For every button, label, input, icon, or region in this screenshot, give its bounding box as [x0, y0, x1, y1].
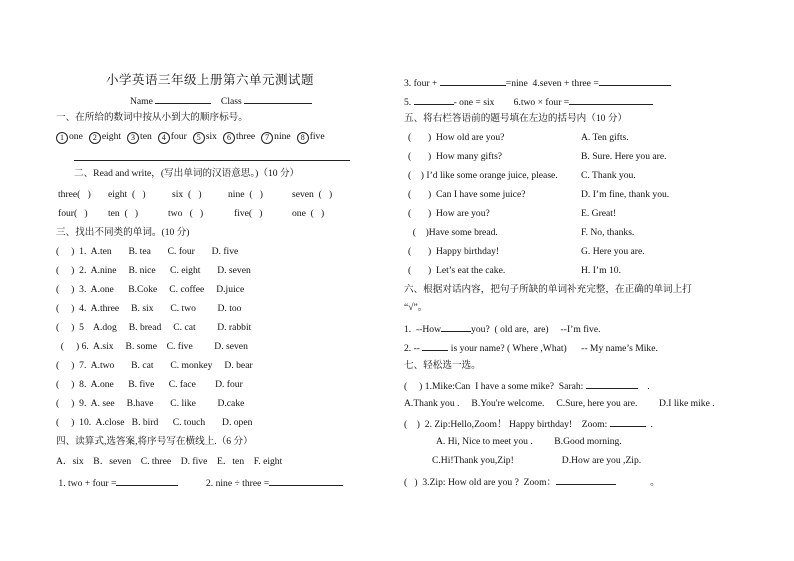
section-5-heading: 五、将右栏答语前的题号填在左边的括号内（10 分）: [404, 113, 628, 124]
s3-item[interactable]: ( ) 4. A.three B. six C. two D. too: [56, 303, 242, 314]
s7-q2-text: ( ) 2. Zip:Hello,Zoom！ Happy birthday! Zoom:: [404, 419, 610, 430]
section-6-heading-cont: “√”。: [404, 302, 428, 313]
s3-item[interactable]: ( ) 2. A.nine B. nice C. eight D. seven: [56, 265, 251, 276]
class-blank[interactable]: [244, 94, 312, 104]
s2-r2-c5[interactable]: one ( ): [292, 208, 325, 219]
name-class-line: [130, 94, 312, 108]
s4-q6-text: - one = six 6.two × four =: [453, 97, 570, 108]
s2-r2-c2[interactable]: ten ( ): [108, 208, 139, 219]
s6-line-1: [404, 322, 601, 336]
s6-l1-rest: you? ( old are, are) --I’m five.: [471, 324, 601, 335]
s4-q5: [404, 95, 653, 109]
s5-question[interactable]: ( ) Can I have some juice?: [408, 189, 526, 200]
s5-answer: A. Ten gifts.: [581, 132, 629, 143]
number-word: four: [170, 131, 187, 142]
s7-q1-blank[interactable]: [586, 379, 638, 389]
s4-q1-blank[interactable]: [116, 476, 178, 486]
s4-q2-blank[interactable]: [269, 476, 343, 486]
s5-question[interactable]: ( ) How old are you?: [408, 132, 505, 143]
section-1-answer-line[interactable]: [74, 160, 350, 161]
s3-item[interactable]: ( ) 1. A.ten B. tea C. four D. five: [56, 246, 239, 257]
s4-q2-text: 2. nine ÷ three =: [206, 478, 270, 489]
section-7-heading: 七、轻松选一选。: [404, 360, 481, 371]
number-word: five: [309, 131, 325, 142]
section-1-heading: 一、在所给的数词中按从小到大的顺序标号。: [56, 112, 248, 123]
s7-q1-options[interactable]: A.Thank you . B.You're welcome. C.Sure, here you are. D.I like mike .: [404, 398, 715, 409]
s6-l2-text: 2. --: [404, 343, 423, 354]
s7-q2-options-b[interactable]: C.Hi!Thank you,Zip! D.How are you ,Zip.: [432, 455, 642, 466]
number-word: three: [235, 131, 256, 142]
s4-q3-blank[interactable]: [440, 76, 506, 86]
s7-q2-options-a[interactable]: A. Hi, Nice to meet you . B.Good morning.: [436, 436, 622, 447]
s7-q3-end: 。: [650, 477, 660, 488]
s6-l2-blank[interactable]: [422, 341, 448, 351]
circled-number: 2: [89, 132, 101, 144]
number-word: one: [69, 131, 83, 142]
circled-number: 3: [127, 132, 139, 144]
number-word: nine: [274, 131, 291, 142]
s7-q2-blank[interactable]: [610, 417, 646, 427]
page-title: 小学英语三年级上册第六单元测试题: [106, 73, 315, 87]
s4-q4-text: =nine 4.seven + three =: [505, 78, 599, 89]
s2-r2-c3[interactable]: two ( ): [168, 208, 204, 219]
s3-item[interactable]: ( ) 5 A.dog B. bread C. cat D. rabbit: [56, 322, 252, 333]
s5-answer: B. Sure. Here you are.: [581, 151, 667, 162]
s3-item[interactable]: ( ) 3. A.one B.Coke C. coffee D.juice: [56, 284, 245, 295]
s3-item[interactable]: ( ) 6. A.six B. some C. five D. seven: [56, 341, 248, 352]
s5-question[interactable]: ( )Have some bread.: [408, 227, 498, 238]
s7-q2: ( ) 2. Zip:Hello,Zoom！ Happy birthday! Zoom: .: [404, 419, 653, 430]
s2-r1-c1[interactable]: three( ): [58, 189, 91, 200]
s2-r1-c3[interactable]: six ( ): [172, 189, 202, 200]
number-word: ten: [140, 131, 152, 142]
s2-r2-c4[interactable]: five( ): [234, 208, 263, 219]
circled-number: 8: [297, 132, 309, 144]
s4-q3: [404, 76, 671, 90]
s6-l1-text: 1. --How: [404, 324, 442, 335]
s7-q1: ( ) 1.Mike:Can I have a some mike? Sarah: .: [404, 381, 650, 392]
s4-q1: [56, 476, 178, 490]
s7-q3: [404, 475, 660, 489]
s7-q3-text: ( ) 3.Zip: How old are you ? Zoom：: [404, 477, 557, 488]
circled-number: 7: [261, 132, 273, 144]
section-4-options: A．six B．seven C. three D. five E．ten F. eight: [56, 456, 283, 467]
s3-item[interactable]: ( ) 8. A.one B. five C. face D. four: [56, 379, 243, 390]
section-3-heading: 三、找出不同类的单词。(10 分): [56, 227, 190, 238]
s5-question[interactable]: ( ) Happy birthday!: [408, 246, 500, 257]
s2-r1-c2[interactable]: eight ( ): [108, 189, 146, 200]
number-word: eight: [101, 131, 122, 142]
s3-item[interactable]: ( ) 9. A. see B.have C. like D.cake: [56, 398, 245, 409]
s5-answer: H. I’m 10.: [581, 265, 621, 276]
s4-q6-blank[interactable]: [569, 95, 653, 105]
section-4-heading: 四、读算式,选答案,将序号写在横线上.（6 分）: [56, 436, 253, 447]
s6-l2-rest: is your name? ( Where ,What) -- My name’s Mike.: [448, 343, 658, 354]
s5-answer: F. No, thanks.: [581, 227, 635, 238]
s4-q5-text: 5.: [404, 97, 414, 108]
s7-q1-text: ( ) 1.Mike:Can I have a some mike? Sarah:: [404, 381, 586, 392]
s5-question[interactable]: ( ) Let’s eat the cake.: [408, 265, 506, 276]
circled-number: 1: [56, 132, 68, 144]
name-blank[interactable]: [155, 94, 211, 104]
section-2-heading: 二、Read and write，(写出单词的汉语意思。)（10 分）: [74, 168, 300, 179]
s5-answer: G. Here you are.: [581, 246, 645, 257]
s6-line-2: [404, 341, 658, 355]
s5-question[interactable]: ( ) How many gifts?: [408, 151, 503, 162]
s5-question[interactable]: ( ) How are you?: [408, 208, 490, 219]
s3-item[interactable]: ( ) 7. A.two B. cat C. monkey D. bear: [56, 360, 253, 371]
s4-q3-text: 3. four +: [404, 78, 440, 89]
circled-number: 4: [158, 132, 170, 144]
s4-q1-text: 1. two + four =: [56, 478, 117, 489]
class-label: Class: [220, 96, 242, 107]
s4-q2: [206, 476, 343, 490]
s5-answer: D. I’m fine, thank you.: [581, 189, 670, 200]
s6-l1-blank[interactable]: [441, 322, 471, 332]
s5-answer: E. Great!: [581, 208, 617, 219]
s5-question[interactable]: ( ) I’d like some orange juice, please.: [408, 170, 558, 181]
s2-r2-c1[interactable]: four( ): [58, 208, 88, 219]
number-word: six: [205, 131, 217, 142]
s3-item[interactable]: ( ) 10. A.close B. bird C. touch D. open: [56, 417, 253, 428]
circled-number: 6: [223, 132, 235, 144]
name-label: Name: [130, 96, 153, 107]
s7-q3-blank[interactable]: [556, 475, 616, 485]
s4-q4-blank[interactable]: [599, 76, 671, 86]
s4-q5-blank[interactable]: [414, 95, 454, 105]
s2-r1-c5[interactable]: seven ( ): [292, 189, 333, 200]
s5-answer: C. Thank you.: [581, 170, 636, 181]
section-1-numbers: [56, 131, 331, 144]
s2-r1-c4[interactable]: nine ( ): [228, 189, 263, 200]
circled-number: 5: [193, 132, 205, 144]
section-6-heading: 六、根据对话内容，把句子所缺的单词补充完整，在正确的单词上打: [404, 284, 692, 295]
